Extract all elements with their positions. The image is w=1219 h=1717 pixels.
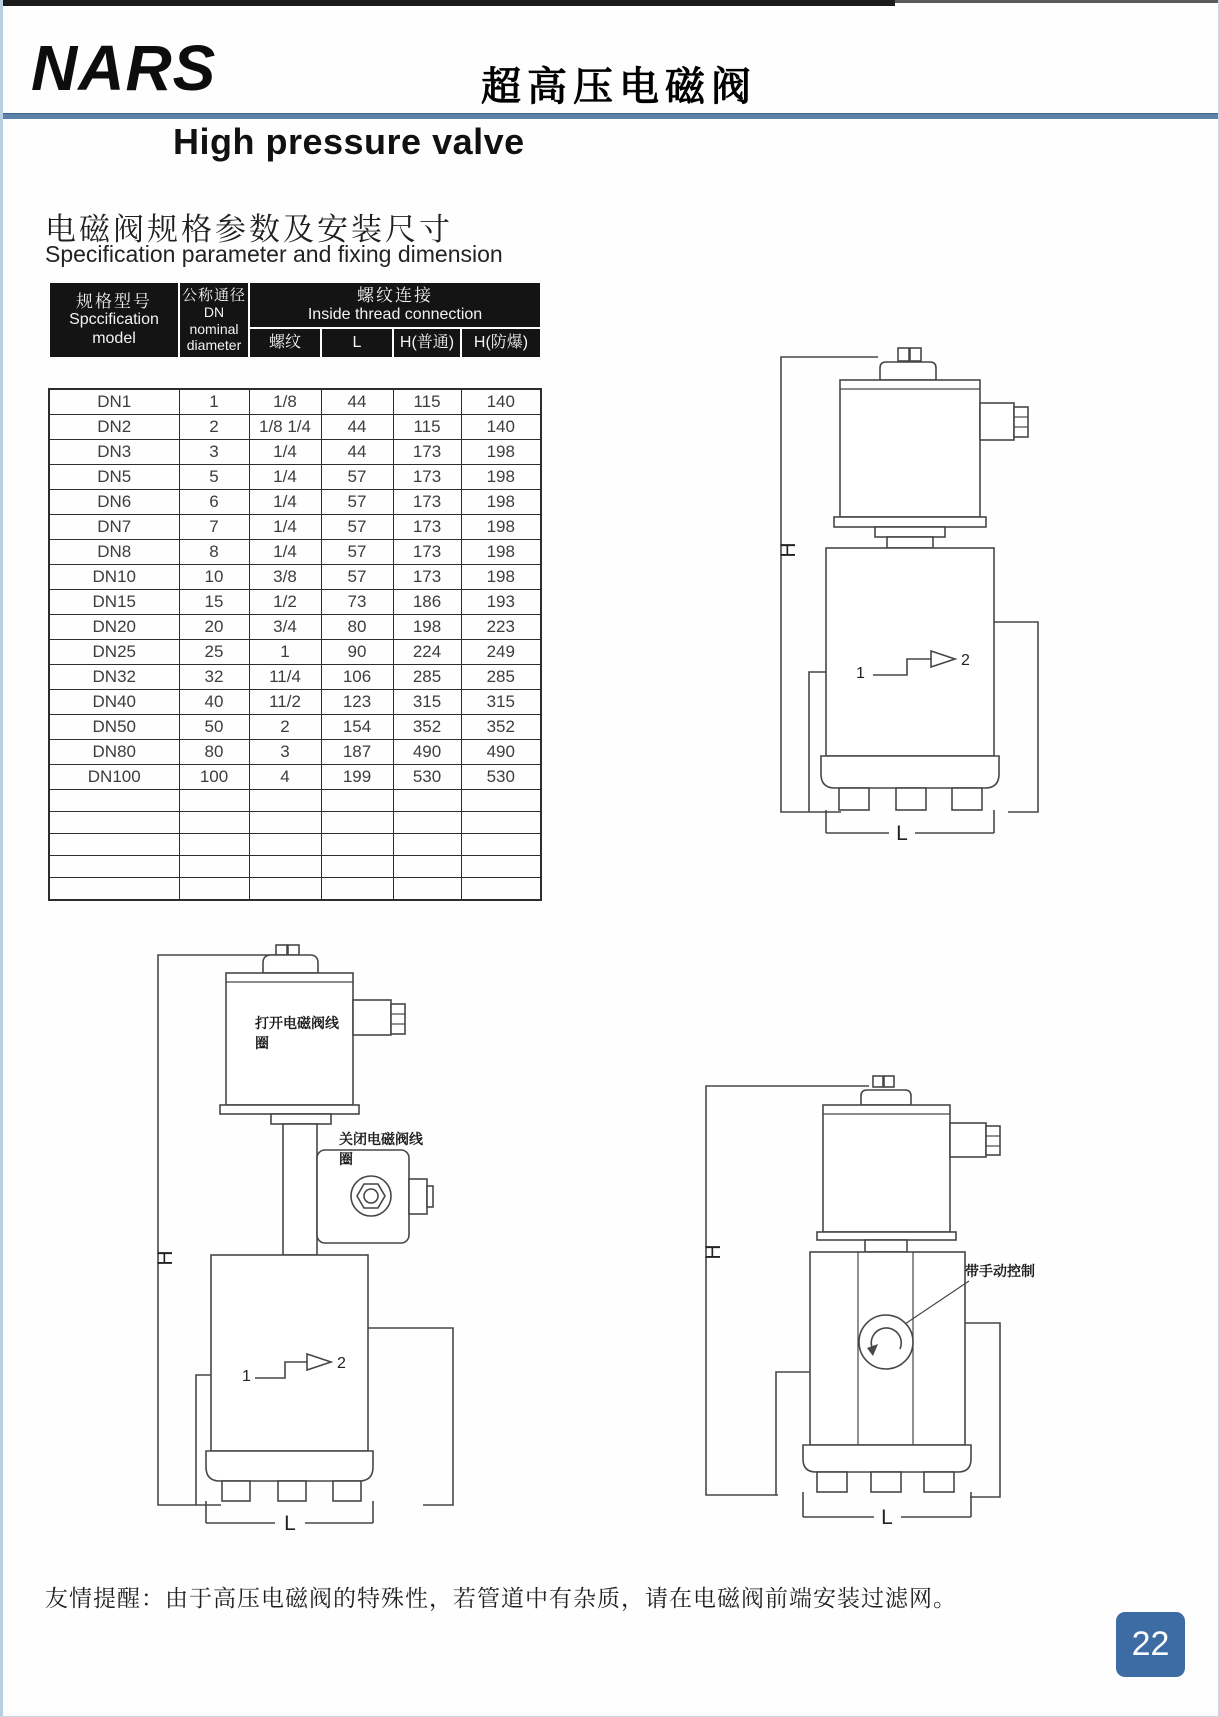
open-coil-label-line2: 圈 bbox=[255, 1035, 269, 1051]
table-cell: DN40 bbox=[49, 690, 179, 715]
table-cell: 1/4 bbox=[249, 540, 321, 565]
table-cell: 115 bbox=[393, 389, 461, 415]
cable-gland bbox=[353, 1000, 391, 1035]
table-cell: 80 bbox=[179, 740, 249, 765]
table-cell: 193 bbox=[461, 590, 541, 615]
table-cell: DN80 bbox=[49, 740, 179, 765]
table-cell-empty bbox=[393, 856, 461, 878]
table-cell: 223 bbox=[461, 615, 541, 640]
coil-top-tab bbox=[276, 945, 287, 955]
table-cell: DN50 bbox=[49, 715, 179, 740]
table-cell: 198 bbox=[461, 490, 541, 515]
cable-gland-rings bbox=[1014, 407, 1028, 437]
manual-control-label: 带手动控制 bbox=[965, 1263, 1035, 1279]
table-row bbox=[49, 389, 541, 415]
valve-drawing-standard bbox=[703, 330, 1083, 855]
table-cell: 173 bbox=[393, 540, 461, 565]
port-2-label: 2 bbox=[337, 1355, 346, 1372]
dim-l-label: L bbox=[896, 822, 908, 845]
valve-foot bbox=[278, 1481, 306, 1501]
header-divider-rule bbox=[3, 113, 1219, 119]
table-cell: 186 bbox=[393, 590, 461, 615]
right-outline-bracket bbox=[368, 1328, 453, 1505]
table-row-empty bbox=[49, 878, 541, 901]
table-cell: 7 bbox=[179, 515, 249, 540]
table-cell: 57 bbox=[321, 490, 393, 515]
table-cell-empty bbox=[393, 790, 461, 812]
table-row-empty bbox=[49, 790, 541, 812]
table-cell: 3/8 bbox=[249, 565, 321, 590]
table-cell-empty bbox=[461, 834, 541, 856]
table-cell: 8 bbox=[179, 540, 249, 565]
table-cell: 224 bbox=[393, 640, 461, 665]
table-cell: 50 bbox=[179, 715, 249, 740]
header-col-dn-abbr: DN bbox=[203, 304, 225, 321]
table-cell: 490 bbox=[393, 740, 461, 765]
table-cell: 115 bbox=[393, 415, 461, 440]
coil-body bbox=[823, 1105, 950, 1232]
table-row bbox=[49, 615, 541, 640]
table-cell: 57 bbox=[321, 540, 393, 565]
coil-bottom-flange bbox=[220, 1105, 359, 1114]
valve-foot bbox=[952, 788, 982, 810]
table-cell: 90 bbox=[321, 640, 393, 665]
header-sub-h-exproof: H(防爆) bbox=[461, 328, 541, 358]
table-cell: 40 bbox=[179, 690, 249, 715]
table-cell-empty bbox=[49, 812, 179, 834]
section-title-zh: 电磁阀规格参数及安装尺寸 bbox=[45, 212, 453, 247]
coil-bottom-flange bbox=[834, 517, 986, 527]
table-row bbox=[49, 765, 541, 790]
table-cell-empty bbox=[321, 834, 393, 856]
port-1-label: 1 bbox=[856, 665, 865, 682]
table-cell: 198 bbox=[393, 615, 461, 640]
table-cell-empty bbox=[179, 834, 249, 856]
table-cell: 173 bbox=[393, 565, 461, 590]
table-row-empty bbox=[49, 856, 541, 878]
spec-table bbox=[48, 388, 542, 901]
table-cell: DN20 bbox=[49, 615, 179, 640]
table-cell: 2 bbox=[249, 715, 321, 740]
header-sub-l: L bbox=[321, 328, 393, 358]
right-outline-bracket bbox=[994, 622, 1038, 812]
table-row bbox=[49, 665, 541, 690]
table-cell: 44 bbox=[321, 415, 393, 440]
solenoid-coil bbox=[834, 348, 1028, 527]
table-cell: 57 bbox=[321, 515, 393, 540]
table-cell: 249 bbox=[461, 640, 541, 665]
manual-control-knob bbox=[859, 1315, 913, 1369]
valve-base bbox=[803, 1445, 971, 1472]
spec-table-header bbox=[48, 281, 542, 359]
table-cell: 20 bbox=[179, 615, 249, 640]
coil-top-tab bbox=[884, 1076, 894, 1087]
table-cell: DN25 bbox=[49, 640, 179, 665]
open-coil-label-line1: 打开电磁阀线 bbox=[255, 1015, 339, 1031]
table-cell: DN2 bbox=[49, 415, 179, 440]
port-1-label: 1 bbox=[242, 1368, 251, 1385]
table-cell-empty bbox=[179, 856, 249, 878]
coil-top-tab bbox=[873, 1076, 883, 1087]
table-cell: 100 bbox=[179, 765, 249, 790]
table-cell: 315 bbox=[461, 690, 541, 715]
table-cell: 1/8 1/4 bbox=[249, 415, 321, 440]
table-cell: 3 bbox=[179, 440, 249, 465]
dim-h-label: H bbox=[702, 1244, 725, 1260]
table-cell: 315 bbox=[393, 690, 461, 715]
table-cell: 11/4 bbox=[249, 665, 321, 690]
right-outline-bracket bbox=[965, 1323, 1000, 1497]
dim-h-label: H bbox=[777, 542, 800, 558]
valve-drawing-double-coil bbox=[143, 938, 583, 1538]
table-cell-empty bbox=[393, 878, 461, 901]
page-number-badge: 22 bbox=[1116, 1612, 1185, 1677]
table-cell: 15 bbox=[179, 590, 249, 615]
table-cell: 530 bbox=[461, 765, 541, 790]
footer-note: 友情提醒：由于高压电磁阀的特殊性，若管道中有杂质，请在电磁阀前端安装过滤网。 bbox=[45, 1585, 957, 1611]
top-border-bar bbox=[3, 0, 895, 6]
valve-neck bbox=[865, 1240, 907, 1252]
table-cell-empty bbox=[461, 878, 541, 901]
table-cell: 57 bbox=[321, 565, 393, 590]
table-cell: 490 bbox=[461, 740, 541, 765]
header-col-model-zh: 规格型号 bbox=[76, 291, 152, 311]
header-group-thread bbox=[249, 282, 541, 328]
cable-gland bbox=[950, 1123, 986, 1157]
table-row bbox=[49, 515, 541, 540]
header-col-model-en2: model bbox=[92, 329, 136, 347]
table-cell-empty bbox=[321, 790, 393, 812]
header-group-thread-en: Inside thread connection bbox=[307, 305, 483, 323]
table-cell-empty bbox=[179, 790, 249, 812]
table-cell: 1 bbox=[249, 640, 321, 665]
port-2-label: 2 bbox=[961, 652, 970, 669]
table-cell: 1/2 bbox=[249, 590, 321, 615]
table-cell: 73 bbox=[321, 590, 393, 615]
table-row bbox=[49, 590, 541, 615]
table-cell: 352 bbox=[393, 715, 461, 740]
table-cell: 198 bbox=[461, 565, 541, 590]
table-cell: 140 bbox=[461, 389, 541, 415]
table-row bbox=[49, 690, 541, 715]
table-cell: DN8 bbox=[49, 540, 179, 565]
table-cell: 1/4 bbox=[249, 515, 321, 540]
header-col-dn bbox=[179, 282, 249, 358]
dim-l-label: L bbox=[881, 1506, 893, 1529]
table-cell: DN3 bbox=[49, 440, 179, 465]
valve-neck bbox=[875, 527, 945, 548]
table-cell: DN1 bbox=[49, 389, 179, 415]
valve-foot bbox=[817, 1472, 847, 1492]
table-row bbox=[49, 715, 541, 740]
table-cell: 173 bbox=[393, 515, 461, 540]
top-border-line bbox=[895, 0, 1218, 3]
table-cell: 1/4 bbox=[249, 465, 321, 490]
table-cell: 3/4 bbox=[249, 615, 321, 640]
table-cell: 10 bbox=[179, 565, 249, 590]
table-cell-empty bbox=[249, 790, 321, 812]
table-cell: 530 bbox=[393, 765, 461, 790]
section-title-en: Specification parameter and fixing dimension bbox=[45, 241, 503, 267]
table-cell: 25 bbox=[179, 640, 249, 665]
coil-top-tab bbox=[288, 945, 299, 955]
table-cell: DN32 bbox=[49, 665, 179, 690]
table-cell: 198 bbox=[461, 540, 541, 565]
coil-cap bbox=[263, 955, 318, 973]
coil-body bbox=[226, 973, 353, 1105]
table-row bbox=[49, 440, 541, 465]
table-cell: 198 bbox=[461, 465, 541, 490]
table-cell: 3 bbox=[249, 740, 321, 765]
table-cell-empty bbox=[461, 790, 541, 812]
table-row bbox=[49, 740, 541, 765]
table-cell: 123 bbox=[321, 690, 393, 715]
close-coil-label-line2: 圈 bbox=[339, 1151, 353, 1167]
valve-base bbox=[821, 756, 999, 788]
table-cell: 11/2 bbox=[249, 690, 321, 715]
table-row bbox=[49, 565, 541, 590]
header-col-dn-zh: 公称通径 bbox=[181, 287, 246, 305]
table-cell-empty bbox=[461, 856, 541, 878]
table-cell: 173 bbox=[393, 440, 461, 465]
table-cell: 80 bbox=[321, 615, 393, 640]
table-cell: 285 bbox=[393, 665, 461, 690]
table-cell: 1/8 bbox=[249, 389, 321, 415]
table-cell: 4 bbox=[249, 765, 321, 790]
table-row bbox=[49, 640, 541, 665]
table-cell-empty bbox=[321, 856, 393, 878]
table-cell: 106 bbox=[321, 665, 393, 690]
table-cell: 173 bbox=[393, 465, 461, 490]
table-cell-empty bbox=[393, 812, 461, 834]
dimension-l-bracket bbox=[206, 1501, 373, 1535]
header-col-dn-en2: diameter bbox=[186, 336, 242, 353]
table-cell: 57 bbox=[321, 465, 393, 490]
table-cell: 1 bbox=[179, 389, 249, 415]
table-cell: DN100 bbox=[49, 765, 179, 790]
valve-foot bbox=[896, 788, 926, 810]
table-row bbox=[49, 465, 541, 490]
table-cell-empty bbox=[249, 856, 321, 878]
page-title-zh: 超高压电磁阀 bbox=[481, 65, 757, 109]
table-cell: 5 bbox=[179, 465, 249, 490]
side-coil-connector bbox=[409, 1179, 427, 1214]
table-cell-empty bbox=[49, 790, 179, 812]
header-sub-thread: 螺纹 bbox=[249, 328, 321, 358]
cable-gland-rings bbox=[986, 1126, 1000, 1155]
table-cell: 199 bbox=[321, 765, 393, 790]
solenoid-coil bbox=[817, 1076, 1000, 1240]
valve-drawing-manual bbox=[693, 1060, 1035, 1540]
header-col-model bbox=[49, 282, 179, 358]
side-coil-body bbox=[317, 1150, 409, 1243]
table-cell-empty bbox=[461, 812, 541, 834]
valve-base bbox=[206, 1451, 373, 1481]
valve-foot bbox=[333, 1481, 361, 1501]
left-step-bracket bbox=[776, 1372, 810, 1495]
coil-bottom-flange bbox=[817, 1232, 956, 1240]
header-col-model-en1: Spccification bbox=[69, 311, 159, 329]
table-cell-empty bbox=[179, 878, 249, 901]
dimension-l-bracket bbox=[826, 810, 994, 845]
coil-top-tab bbox=[898, 348, 909, 361]
table-cell-empty bbox=[249, 834, 321, 856]
table-cell: DN7 bbox=[49, 515, 179, 540]
table-cell: 154 bbox=[321, 715, 393, 740]
table-cell-empty bbox=[249, 812, 321, 834]
header-group-thread-zh: 螺纹连接 bbox=[357, 286, 434, 306]
table-cell-empty bbox=[393, 834, 461, 856]
table-cell-empty bbox=[249, 878, 321, 901]
valve-foot bbox=[222, 1481, 250, 1501]
table-cell: 285 bbox=[461, 665, 541, 690]
coil-cap bbox=[880, 362, 936, 380]
table-cell-empty bbox=[49, 856, 179, 878]
open-solenoid-coil bbox=[220, 945, 405, 1114]
table-cell-empty bbox=[179, 812, 249, 834]
table-cell: 2 bbox=[179, 415, 249, 440]
page-title-en: High pressure valve bbox=[173, 121, 525, 162]
table-cell: DN10 bbox=[49, 565, 179, 590]
table-cell-empty bbox=[49, 878, 179, 901]
valve-body bbox=[803, 1252, 971, 1492]
table-cell-empty bbox=[49, 834, 179, 856]
table-cell: 140 bbox=[461, 415, 541, 440]
brand-logo: NARS bbox=[31, 32, 217, 104]
table-row bbox=[49, 490, 541, 515]
coil-top-tab bbox=[910, 348, 921, 361]
table-cell: 173 bbox=[393, 490, 461, 515]
header-sub-h-normal: H(普通) bbox=[393, 328, 461, 358]
table-cell: DN5 bbox=[49, 465, 179, 490]
table-cell: 352 bbox=[461, 715, 541, 740]
table-cell-empty bbox=[321, 878, 393, 901]
table-cell-empty bbox=[321, 812, 393, 834]
valve-foot bbox=[924, 1472, 954, 1492]
dim-h-label: H bbox=[154, 1250, 177, 1266]
header-col-dn-en1: nominal bbox=[189, 320, 239, 337]
dimension-l-bracket bbox=[803, 1492, 971, 1529]
spec-table-body bbox=[49, 389, 541, 900]
table-row-empty bbox=[49, 812, 541, 834]
table-cell: 187 bbox=[321, 740, 393, 765]
table-row bbox=[49, 540, 541, 565]
dim-l-label: L bbox=[284, 1512, 296, 1535]
table-row bbox=[49, 415, 541, 440]
cable-gland-rings bbox=[391, 1004, 405, 1034]
table-cell: 198 bbox=[461, 515, 541, 540]
close-coil-label-line1: 关闭电磁阀线 bbox=[339, 1131, 423, 1147]
table-cell: 198 bbox=[461, 440, 541, 465]
table-cell: 44 bbox=[321, 389, 393, 415]
close-solenoid-coil bbox=[317, 1131, 433, 1243]
table-cell: DN15 bbox=[49, 590, 179, 615]
table-cell: 1/4 bbox=[249, 490, 321, 515]
valve-foot bbox=[839, 788, 869, 810]
table-cell: 44 bbox=[321, 440, 393, 465]
table-row-empty bbox=[49, 834, 541, 856]
coil-cap bbox=[861, 1090, 911, 1105]
table-cell: 6 bbox=[179, 490, 249, 515]
table-cell: 32 bbox=[179, 665, 249, 690]
valve-body bbox=[206, 1255, 373, 1501]
table-cell: DN6 bbox=[49, 490, 179, 515]
coil-body bbox=[840, 380, 980, 517]
valve-body bbox=[821, 548, 999, 810]
cable-gland bbox=[980, 403, 1014, 440]
table-cell: 1/4 bbox=[249, 440, 321, 465]
valve-foot bbox=[871, 1472, 901, 1492]
